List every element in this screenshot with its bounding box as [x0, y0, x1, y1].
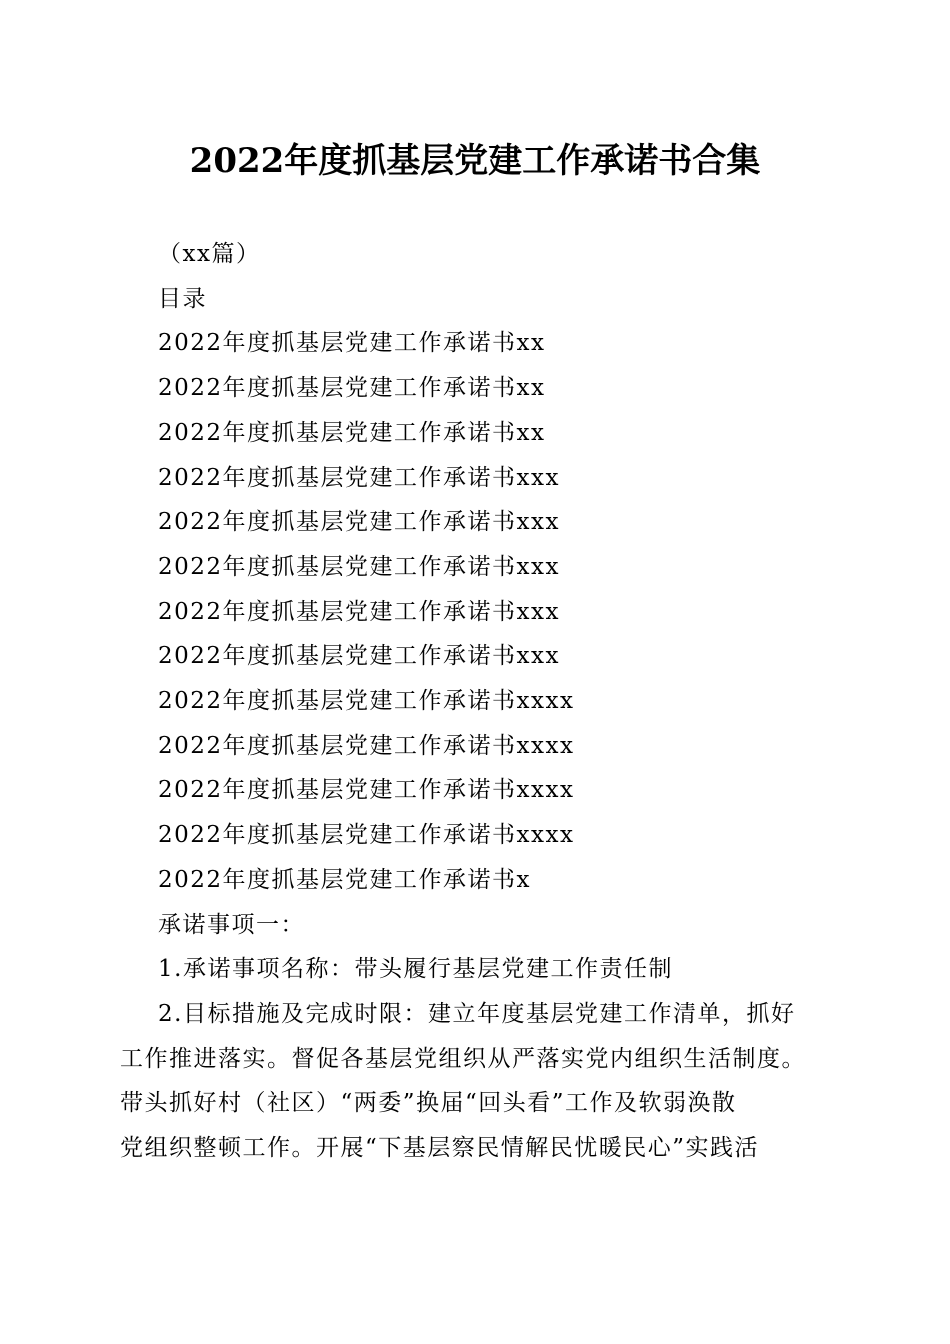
toc-item: 2022年度抓基层党建工作承诺书xxx — [158, 553, 560, 580]
toc-item: 2022年度抓基层党建工作承诺书xx — [158, 419, 546, 446]
paragraph-line: 带头抓好村（社区）“两委”换届“回头看”工作及软弱涣散 — [120, 1090, 737, 1117]
toc-item: 2022年度抓基层党建工作承诺书xxxx — [158, 732, 575, 759]
table-of-contents — [120, 321, 850, 902]
toc-item: 2022年度抓基层党建工作承诺书xxx — [158, 598, 560, 625]
subtitle: （xx篇） — [158, 241, 261, 267]
toc-item: 2022年度抓基层党建工作承诺书xxx — [158, 464, 560, 491]
toc-item: 2022年度抓基层党建工作承诺书xxx — [158, 509, 560, 536]
section-heading: 承诺事项一： — [158, 911, 305, 938]
paragraph-line: 工作推进落实。督促各基层党组织从严落实党内组织生活制度。 — [120, 1045, 806, 1072]
toc-item: 2022年度抓基层党建工作承诺书xxxx — [158, 688, 575, 715]
commitment-item-2 — [120, 992, 850, 1171]
document-body — [120, 232, 850, 1171]
toc-item: 2022年度抓基层党建工作承诺书x — [158, 866, 532, 893]
toc-item: 2022年度抓基层党建工作承诺书xx — [158, 375, 546, 402]
toc-heading: 目录 — [158, 285, 207, 312]
toc-item: 2022年度抓基层党建工作承诺书xxxx — [158, 822, 575, 849]
paragraph-line: 党组织整顿工作。开展“下基层察民情解民忧暖民心”实践活 — [120, 1135, 760, 1162]
toc-item: 2022年度抓基层党建工作承诺书xxx — [158, 643, 560, 670]
document-title: 2022年度抓基层党建工作承诺书合集 — [189, 141, 761, 181]
commitment-item-1: 1.承诺事项名称：带头履行基层党建工作责任制 — [158, 956, 673, 983]
toc-item: 2022年度抓基层党建工作承诺书xx — [158, 330, 546, 357]
paragraph-line: 2.目标措施及完成时限：建立年度基层党建工作清单，抓好 — [158, 1000, 796, 1027]
toc-item: 2022年度抓基层党建工作承诺书xxxx — [158, 777, 575, 804]
